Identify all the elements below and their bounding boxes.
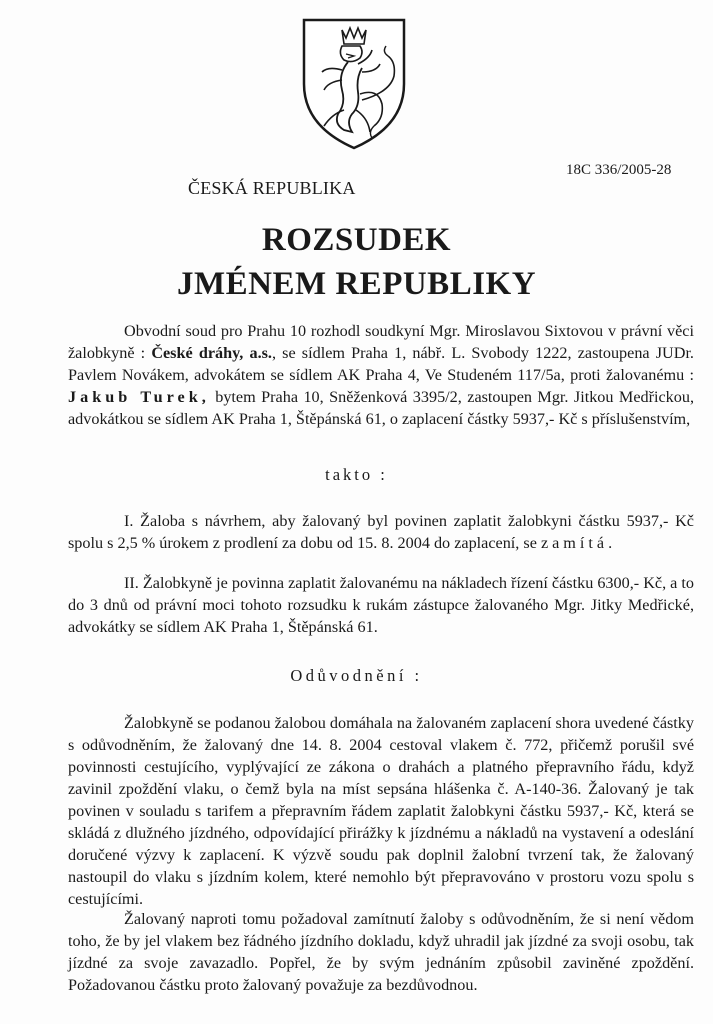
verdict-item-1-end: zamítá. (540, 534, 617, 552)
intro-part-2: , se sídlem Praha 1, nábř. L. Svobody 1222, zastoupena JUDr. Pavlem Novákem, advokátem se sídlem AK Praha 4, Ve Studeném 117/5a, proti žalovanému : (68, 344, 694, 384)
reasoning-text-1: Žalobkyně se podanou žalobou domáhala na žalovaném zaplacení shora uvedené částky s odůvodněním, že žalovaný dne 14. 8. 2004 cestoval vlakem č. 772, přičemž porušil své povinnosti cestujícího, vyplývající ze zákona o drahách a platného přepravního řádu, když zavinil zpoždění vlaku, o čemž byla na míst sepsána hlášenka č. A-140-36. Žalovaný je tak povinen v souladu s tarifem a přepravním řádem zaplatit žalobkyni částku 5937,- Kč, která se skládá z dlužného jízdného, odpovídající přirážky k jízdnému a nákladů na vystavení a odeslání doručené výzvy k zaplacení. K výzvě soudu pak doplnil žalobní tvrzení tak, že žalovaný nastoupil do vlaku s jízdním kolem, které nemohlo být přepravováno v prostoru vozu spolu s cestujícími. (68, 714, 694, 908)
takto-heading: takto : (325, 465, 388, 484)
plaintiff-name: České dráhy, a.s. (151, 344, 272, 362)
verdict-item-2 (68, 572, 694, 638)
czech-lion-emblem-icon (298, 14, 410, 152)
reasoning-paragraph-2 (68, 908, 694, 996)
reasoning-paragraph-1 (68, 712, 694, 910)
intro-paragraph (68, 320, 694, 430)
defendant-name: Jakub Turek, (68, 388, 210, 406)
reasoning-text-2: Žalovaný naproti tomu požadoval zamítnutí žaloby s odůvodněním, že si není vědom toho, že by jel vlakem bez řádného jízdního dokladu, když uhradil jak jízdné za svoji osobu, tak jízdné za svoje zavazadlo. Popřel, že by svým jednáním způsobil zaviněné zpoždění. Požadovanou částku proto žalovaný považuje za bezdůvodnou. (68, 910, 694, 994)
intro-part-3: bytem Praha 10, Sněženková 3395/2, zastoupen Mgr. Jitkou Medřickou, advokátkou se sídlem AK Praha 1, Štěpánská 61, o zaplacení částky 5937,- Kč s příslušenstvím, (68, 388, 694, 428)
reasoning-heading: Odůvodnění : (290, 666, 423, 685)
country-heading: ČESKÁ REPUBLIKA (188, 178, 356, 198)
judgment-subtitle: JMÉNEM REPUBLIKY (176, 266, 537, 302)
intro-text (68, 320, 694, 430)
verdict-item-2-text: II. Žalobkyně je povinna zaplatit žalovanému na nákladech řízení částku 6300,- Kč, a to do 3 dnů od právní moci tohoto rozsudku k rukám zástupce žalovaného Mgr. Jitky Medřické, advokátky se sídlem AK Praha 1, Štěpánská 61. (68, 574, 694, 636)
case-number: 18C 336/2005-28 (566, 162, 672, 178)
intro-part-1: Obvodní soud pro Prahu 10 rozhodl soudkyní Mgr. Miroslavou Sixtovou v právní věci žalobkyně : (68, 322, 694, 362)
verdict-item-1 (68, 510, 694, 554)
verdict-item-1-text: I. Žaloba s návrhem, aby žalovaný byl povinen zaplatit žalobkyni částku 5937,- Kč spolu s 2,5 % úrokem z prodlení za dobu od 15. 8. 2004 do zaplacení, se (68, 512, 694, 552)
judgment-title: ROZSUDEK (261, 222, 452, 258)
